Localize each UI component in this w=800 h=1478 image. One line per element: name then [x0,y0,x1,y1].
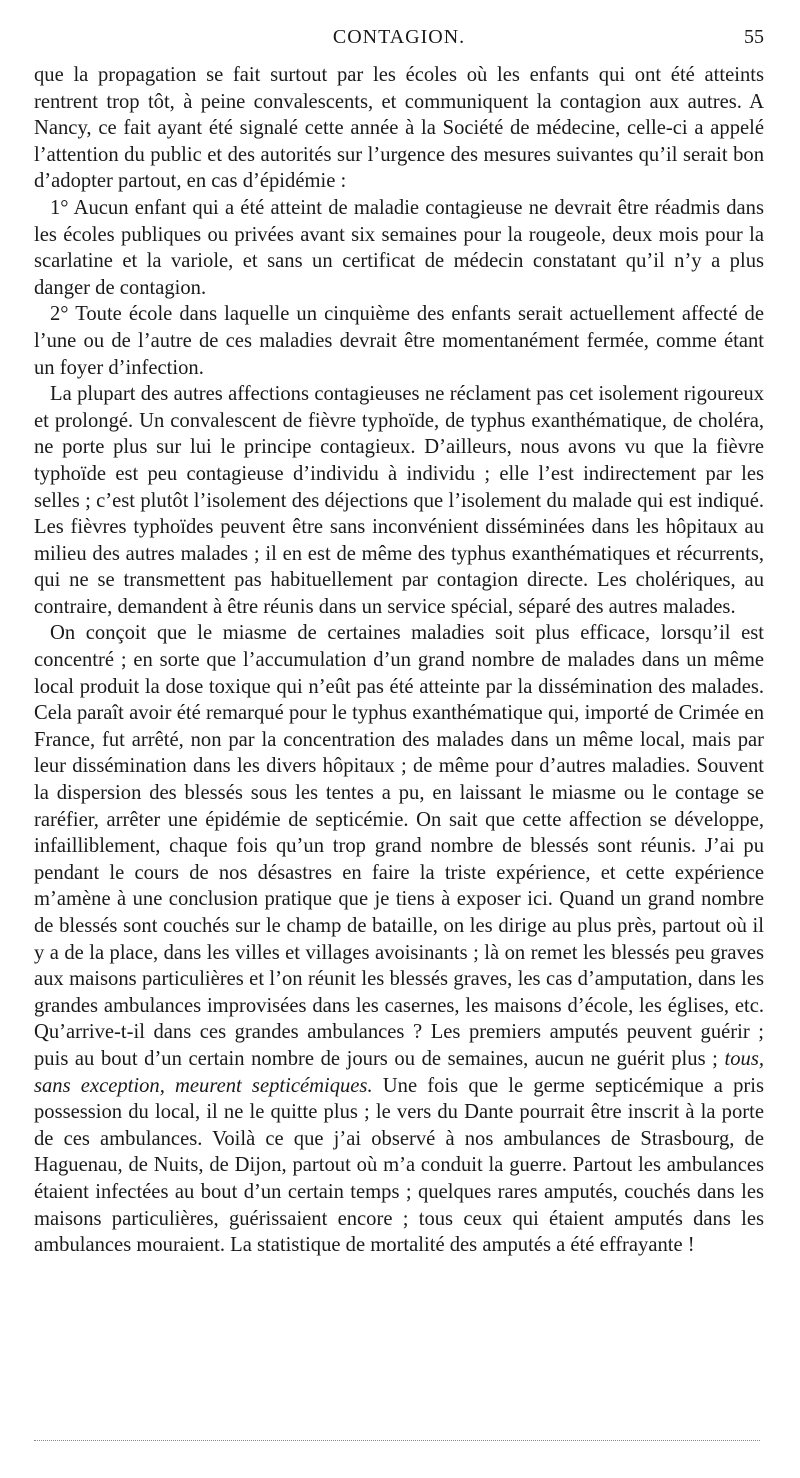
paragraph-miasma [34,620,764,1258]
page-header [34,26,764,56]
running-title: CONTAGION. [332,26,466,48]
miasma-text-start: On conçoit que le miasme de certaines maladies soit plus efficace, lorsqu’il est concentré ; en sorte que l’accumulation d’un grand nombre de malades dans un même local produit la dose toxique qui n’eût pas été atteinte par la dissémination des malades. Cela paraît avoir été remarqué pour le typhus exanthématique qui, importé de Crimée en France, fut arrêté, non par la concentration des malades dans un même local, mais par leur dissémination dans les divers hôpitaux ; de même pour d’autres maladies. Souvent la dispersion des blessés sous les tentes a pu, en laissant le miasme ou le contage se raréfier, arrêter une épidémie de septicémie. On sait que cette affection se développe, infailliblement, chaque fois qu’un trop grand nombre de blessés sont réunis. J’ai pu pendant le cours de nos désastres en faire la triste expérience, et cette expérience m’amène à une conclusion pratique que je tiens à exposer ici. Quand un grand nombre de blessés sont couchés sur le champ de bataille, on les dirige au plus près, partout où il y a de la place, dans les villes et villages avoisinants ; là on remet les blessés peu graves aux maisons particulières et l’on réunit les blessés graves, les cas d’amputation, dans les grandes ambulances improvisées dans les casernes, les maisons d’école, les églises, etc. Qu’arrive-t-il dans ces grandes ambulances ? Les premiers amputés peuvent guérir ; puis au bout d’un certain nombre de jours ou de semaines, aucun ne guérit plus ; [34,622,764,1070]
footer-rule [34,1440,760,1441]
paragraph-other-affections: La plupart des autres affections contagieuses ne réclament pas cet isolement rigoureux et prolongé. Un convalescent de fièvre typhoïde, de typhus exanthématique, de choléra, ne porte plus sur lui le principe contagieux. D’ailleurs, nous avons vu que la fièvre typhoïde est peu contagieuse d’individu à individu ; elle l’est indirectement par les selles ; c’est plutôt l’isolement des déjections que l’isolement du malade qui est indiqué. Les fièvres typhoïdes peuvent être sans inconvénient disséminées dans les hôpitaux au milieu des autres malades ; il en est de même des typhus exanthématiques et récurrents, qui ne se transmettent pas habituellement par contagion directe. Les cholériques, au contraire, demandent à être réunis dans un service spécial, séparé des autres malades. [34,383,764,618]
miasma-text-end: Une fois que le germe septicémique a pris possession du local, il ne le quitte plus ; le vers du Dante pourrait être inscrit à la porte de ces ambulances. Voilà ce que j’ai observé à nos ambulances de Strasbourg, de Haguenau, de Nuits, de Dijon, partout où m’a conduit la guerre. Partout les ambulances étaient infectées au bout d’un certain temps ; quelques rares amputés, couchés dans les maisons particulières, guérissaient encore ; tous ceux qui étaient amputés dans les ambulances mouraient. La statistique de mortalité des amputés a été effrayante ! [34,1074,764,1257]
body-text [34,62,764,1259]
paragraph-measure-2: 2° Toute école dans laquelle un cinquième des enfants serait actuellement affecté de l’une ou de l’autre de ces maladies devrait être momentanément fermée, comme étant un foyer d’infection. [34,303,764,379]
paragraph-continued: que la propagation se fait surtout par les écoles où les enfants qui ont été atteints rentrent trop tôt, à peine convalescents, et communiquent la contagion aux autres. A Nancy, ce fait ayant été signalé cette année à la Société de médecine, celle-ci a appelé l’attention du public et des autorités sur l’urgence des mesures suivantes qu’il serait bon d’adopter partout, en cas d’épidémie : [34,64,764,193]
page-number: 55 [744,26,764,48]
emphasis-text: tous, sans exception, meurent septicémiques. [34,1047,764,1097]
paragraph-measure-1: 1° Aucun enfant qui a été atteint de maladie contagieuse ne devrait être réadmis dans les écoles publiques ou privées avant six semaines pour la rougeole, deux mois pour la scarlatine et la variole, et sans un certificat de médecin constatant qu’il n’y a plus danger de contagion. [34,196,764,299]
